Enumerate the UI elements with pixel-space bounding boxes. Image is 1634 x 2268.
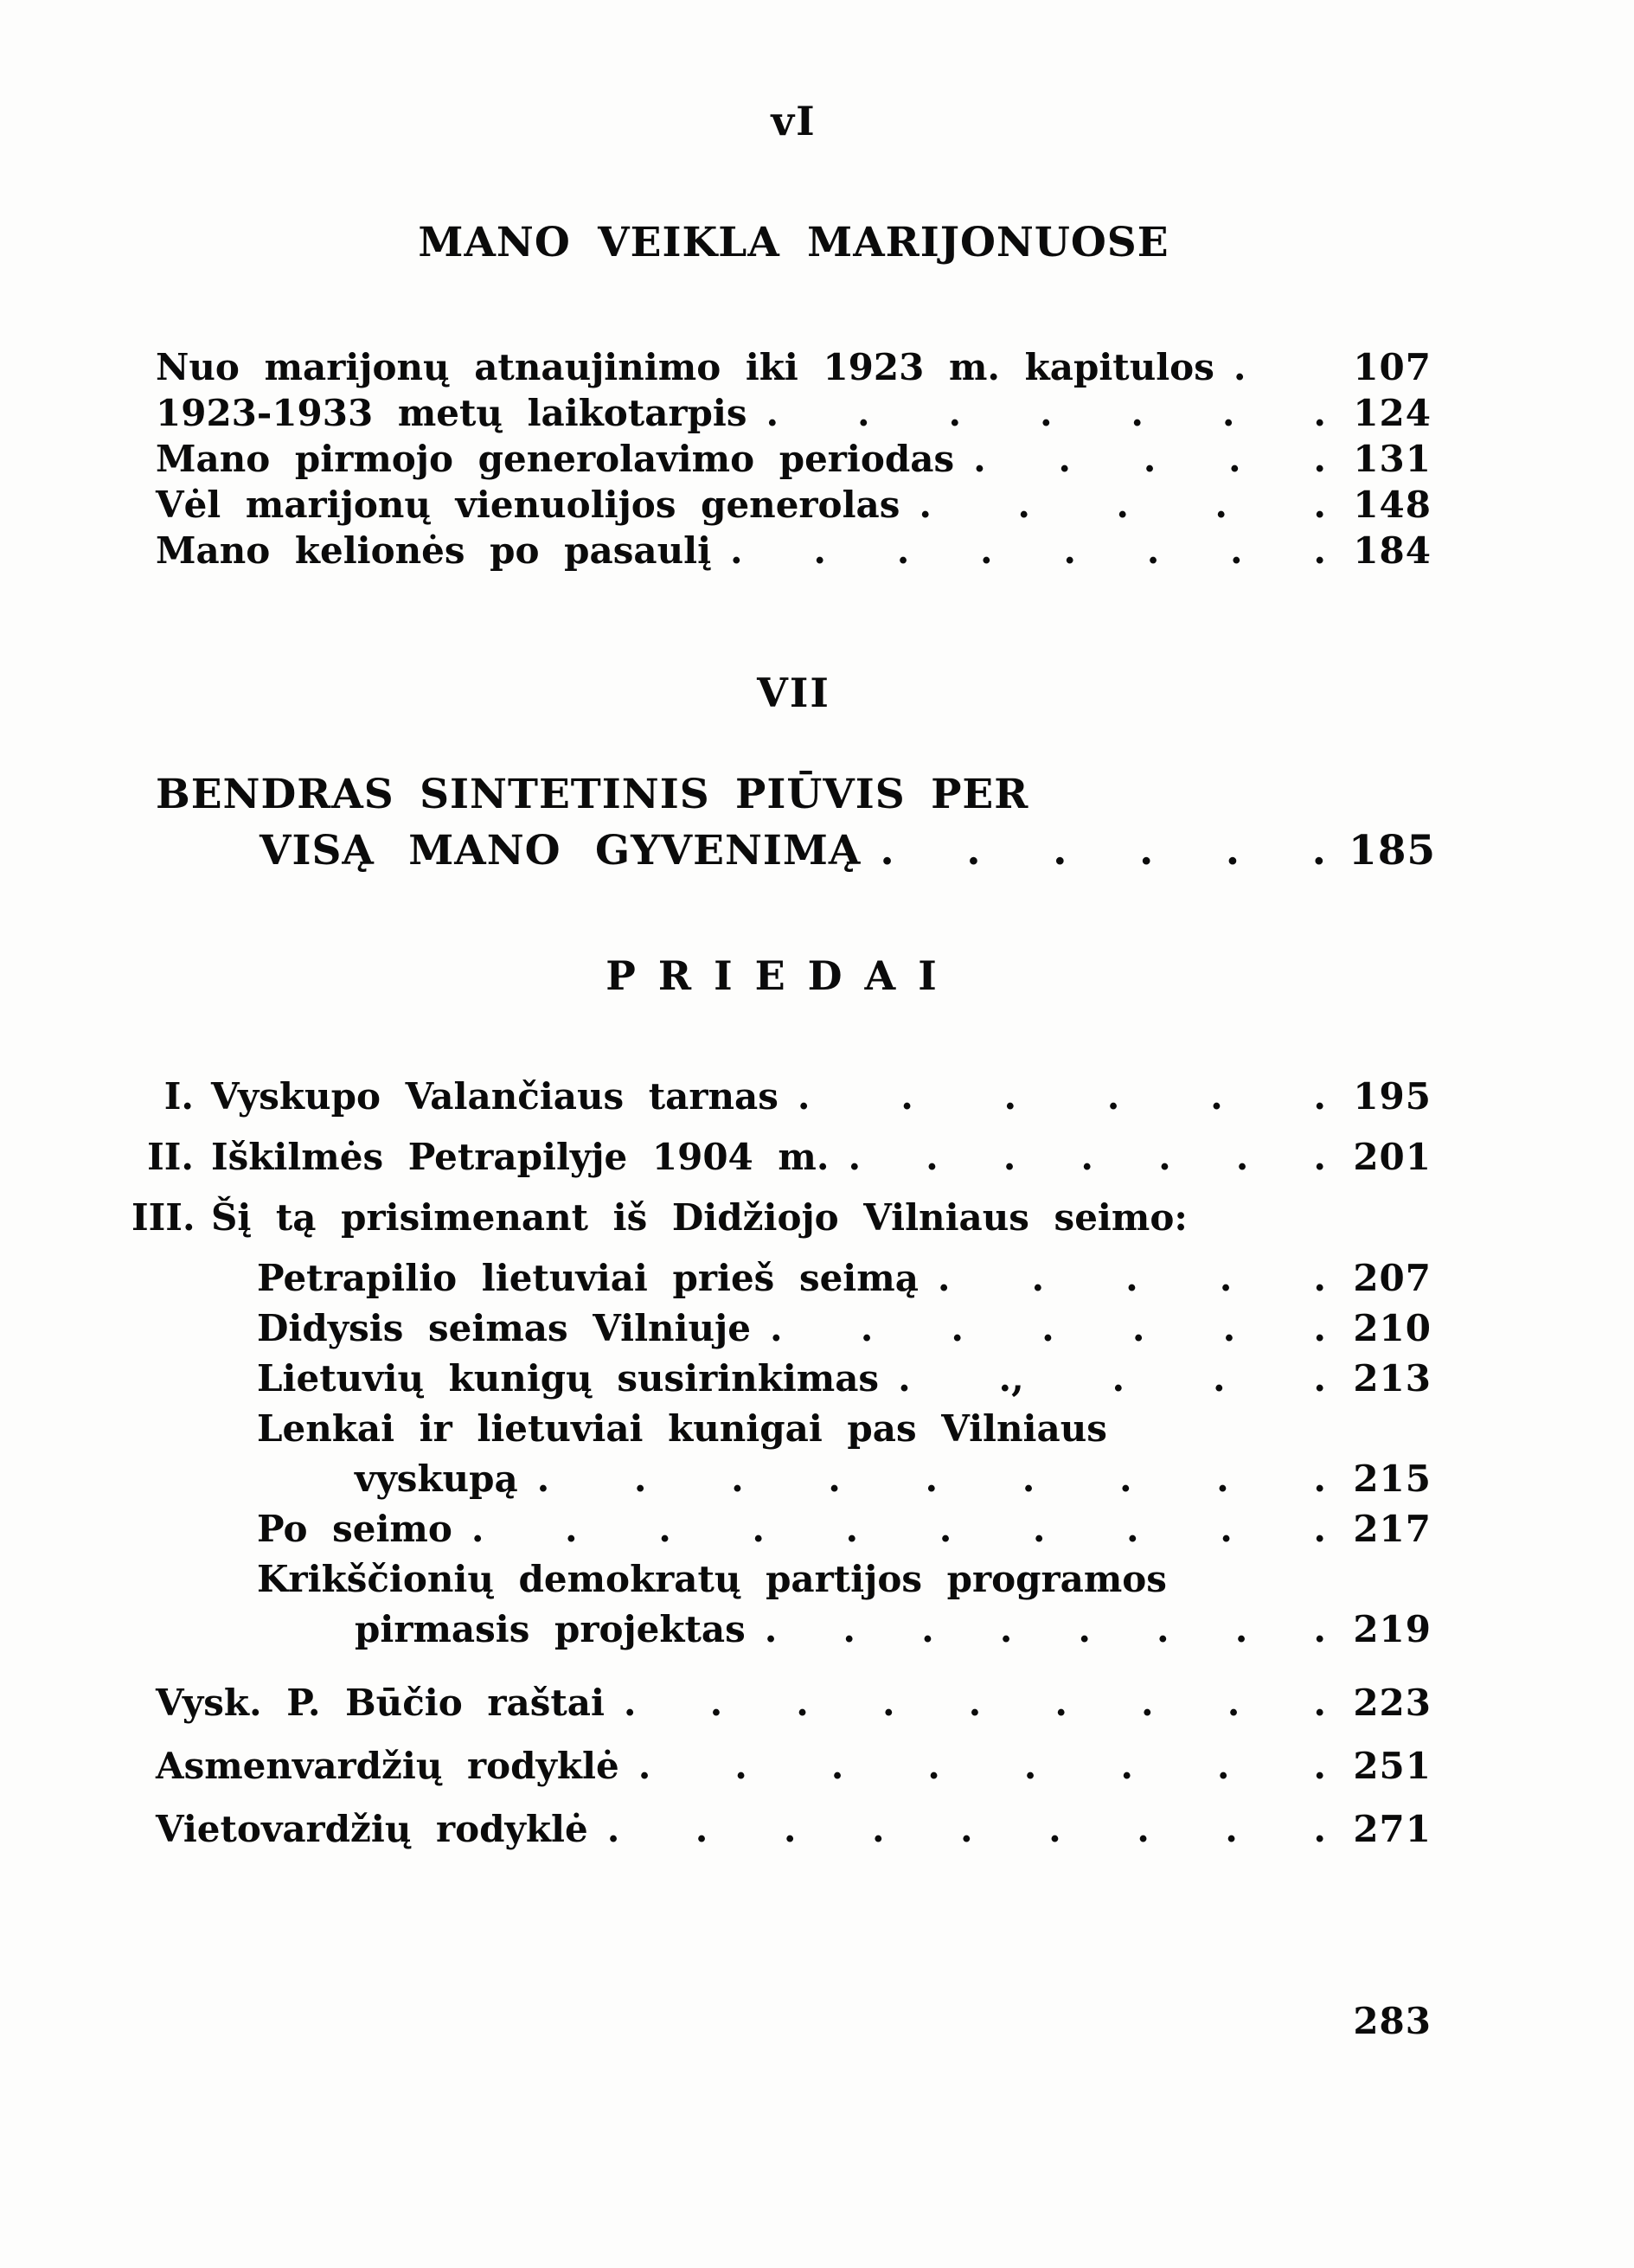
priedai-item-numeral: III. — [131, 1196, 195, 1239]
priedai-sub-item-label: pirmasis projektas — [355, 1608, 746, 1650]
priedai-sub-item-label: Lietuvių kunigų susirinkimas — [257, 1357, 880, 1400]
toc-entry-label: 1923-1933 metų laikotarpis — [156, 392, 747, 434]
toc-page-number: 124 — [1353, 392, 1432, 434]
chapter-vi-entries — [156, 344, 1432, 573]
priedai-sub-item-label: Lenkai ir lietuviai kunigai pas Vilniaus — [257, 1407, 1107, 1450]
chapter-vii-title-line1: BENDRAS SINTETINIS PIŪVIS PER — [156, 771, 1029, 818]
toc-leader-dots: . . . . . . — [880, 827, 1326, 875]
toc-leader-dots: . . . . . . . . . — [606, 1808, 1326, 1850]
priedai-sub-item — [257, 1255, 1432, 1301]
toc-entry-label: Vysk. P. Būčio raštai — [156, 1682, 605, 1724]
priedai-sub-list — [156, 1255, 1432, 1652]
toc-page-number: 213 — [1353, 1357, 1432, 1400]
toc-entry — [156, 1806, 1432, 1852]
toc-entry — [156, 436, 1432, 482]
toc-leader-dots: . . . . . . . . . — [623, 1682, 1326, 1724]
toc-page-number: 210 — [1353, 1307, 1432, 1349]
chapter-vii-title-line2: VISĄ MANO GYVENIMĄ — [260, 827, 862, 875]
priedai-sub-item-label: Po seimo — [257, 1508, 452, 1550]
toc-leader-dots: . . . . . . . — [766, 392, 1326, 434]
toc-page-number: 217 — [1353, 1508, 1432, 1550]
toc-page-number: 251 — [1353, 1745, 1432, 1787]
toc-page-number: 207 — [1353, 1257, 1432, 1299]
toc-entry-label: Vėl marijonų vienuolijos generolas — [156, 484, 900, 526]
priedai-sub-item — [257, 1355, 1432, 1401]
priedai-sub-item-label: Didysis seimas Vilniuje — [257, 1307, 751, 1349]
priedai-sub-item-wrap-line — [257, 1556, 1432, 1602]
toc-leader-dots: . . . . . . . . . . — [471, 1508, 1326, 1550]
toc-leader-dots: . . . . . . . . — [638, 1745, 1326, 1787]
priedai-item-label: Iškilmės Petrapilyje 1904 m. — [211, 1136, 830, 1178]
toc-entry — [156, 344, 1432, 390]
toc-page-number: 107 — [1353, 346, 1432, 388]
priedai-sub-item-label: Krikščionių demokratų partijos programos — [257, 1558, 1167, 1600]
toc-leader-dots: . . . . . . — [797, 1075, 1326, 1118]
toc-leader-dots: . . . . . . . . — [764, 1608, 1326, 1650]
folio-page-number: 283 — [1353, 2000, 1432, 2042]
toc-page-number: 185 — [1349, 827, 1437, 875]
priedai-item-label: Vyskupo Valančiaus tarnas — [211, 1075, 779, 1118]
toc-entry-label: Asmenvardžių rodyklė — [156, 1745, 619, 1787]
toc-leader-dots: . . . . . — [937, 1257, 1326, 1299]
toc-page-number: 184 — [1353, 529, 1432, 572]
toc-leader-dots: . — [1233, 346, 1246, 388]
toc-leader-dots: . . . . . . . . . — [536, 1458, 1326, 1500]
priedai-item-numeral: II. — [147, 1136, 194, 1178]
priedai-roman-list — [131, 1073, 1432, 1240]
toc-page-number: 219 — [1353, 1608, 1432, 1650]
priedai-item — [131, 1134, 1432, 1180]
toc-leader-dots: . ., . . . — [898, 1357, 1326, 1400]
toc-entry-label: Mano kelionės po pasaulį — [156, 529, 712, 572]
toc-entry-label: Vietovardžių rodyklė — [156, 1808, 588, 1850]
priedai-item-numeral: I. — [163, 1075, 194, 1118]
toc-leader-dots: . . . . . . . — [848, 1136, 1326, 1178]
priedai-sub-item-label: Petrapilio lietuviai prieš seimą — [257, 1257, 919, 1299]
chapter-vii-number: VII — [757, 670, 830, 716]
toc-page-number: 271 — [1353, 1808, 1432, 1850]
toc-entry-label: Mano pirmojo generolavimo periodas — [156, 438, 955, 480]
toc-leader-dots: . . . . . — [919, 484, 1326, 526]
chapter-vii-title-line2-row — [156, 823, 1437, 880]
priedai-sub-item — [257, 1506, 1432, 1552]
priedai-item-label: Šį tą prisimenant iš Didžiojo Vilniaus seimo: — [211, 1196, 1188, 1239]
chapter-vi-number: vI — [771, 98, 817, 144]
priedai-sub-item-label: vyskupą — [355, 1458, 518, 1500]
toc-page-number: 201 — [1353, 1136, 1432, 1178]
page-content — [131, 0, 1437, 1869]
priedai-item — [131, 1073, 1432, 1119]
toc-page-number: 148 — [1353, 484, 1432, 526]
toc-entry — [156, 528, 1432, 573]
toc-leader-dots: . . . . . . . — [769, 1307, 1326, 1349]
toc-leader-dots: . . . . . — [973, 438, 1326, 480]
toc-page-number: 195 — [1353, 1075, 1432, 1118]
toc-page-number: 215 — [1353, 1458, 1432, 1500]
chapter-vi-title: MANO VEIKLA MARIJONUOSE — [418, 219, 1169, 266]
chapter-vii-entry — [156, 767, 1437, 880]
priedai-tail-list — [156, 1680, 1432, 1852]
toc-entry — [156, 1680, 1432, 1726]
priedai-sub-item — [257, 1305, 1432, 1351]
priedai-sub-item-continuation — [355, 1606, 1432, 1652]
priedai-sub-item-continuation — [355, 1456, 1432, 1502]
toc-leader-dots: . . . . . . . . — [730, 529, 1326, 572]
toc-page-number: 223 — [1353, 1682, 1432, 1724]
toc-page-number: 131 — [1353, 438, 1432, 480]
toc-entry — [156, 1743, 1432, 1789]
toc-entry-label: Nuo marijonų atnaujinimo iki 1923 m. kapitulos — [156, 346, 1214, 388]
priedai-item — [131, 1195, 1432, 1240]
toc-entry — [156, 482, 1432, 528]
priedai-heading: PRIEDAI — [606, 952, 959, 999]
priedai-sub-item-wrap-line — [257, 1406, 1432, 1451]
toc-entry — [156, 390, 1432, 436]
